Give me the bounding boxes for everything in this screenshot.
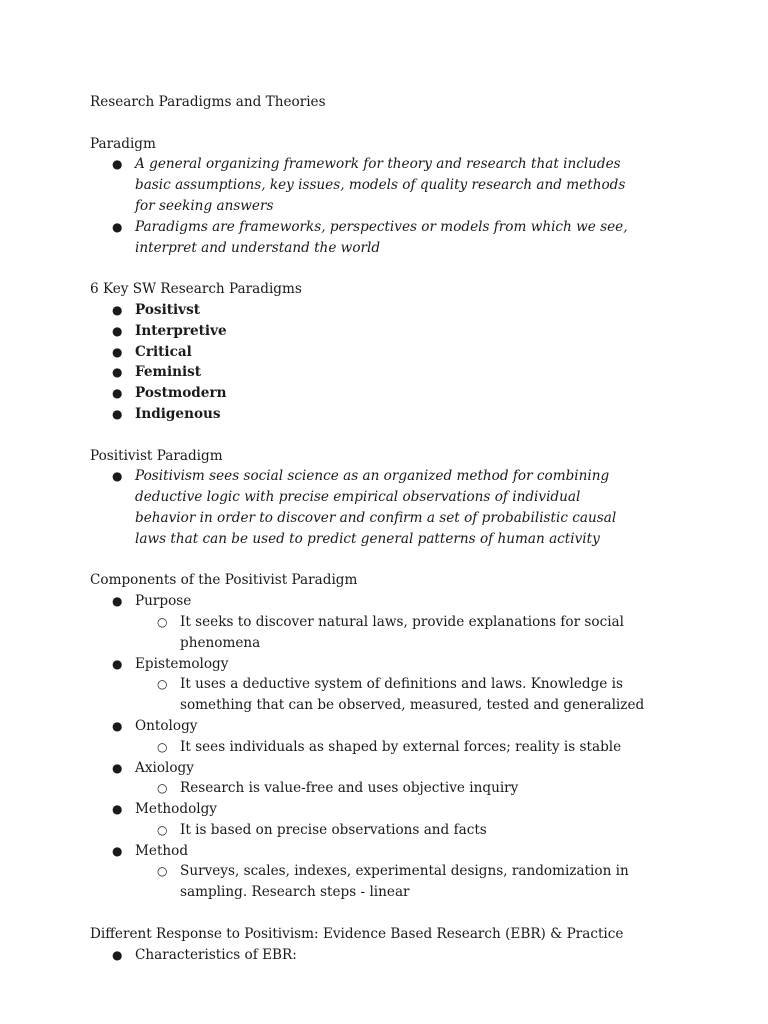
sub-list <box>135 778 690 799</box>
sub-list-item: ○ It uses a deductive system of definitions and laws. Knowledge is something that can be observed, measured, tested and generalized <box>135 674 690 716</box>
key-paradigms-list <box>90 300 690 425</box>
list-item <box>90 758 690 800</box>
list-item: ● Indigenous <box>90 404 690 425</box>
list-item <box>90 591 690 653</box>
section-heading-positivist: Positivist Paradigm <box>90 447 223 464</box>
list-item <box>90 799 690 841</box>
section-heading-paradigm: Paradigm <box>90 135 156 152</box>
sub-list <box>135 737 690 758</box>
component-label: Method <box>135 842 189 859</box>
list-item: ● A general organizing framework for theory and research that includes basic assumptions, key issues, models of quality research and methods for seeking answers <box>90 154 630 216</box>
component-label: Epistemology <box>135 655 229 672</box>
list-item <box>90 654 690 716</box>
list-item: ● Feminist <box>90 362 690 383</box>
components-list <box>90 591 690 903</box>
paradigm-definition-list <box>90 154 630 258</box>
positivist-definition-list <box>90 466 630 549</box>
document-title: Research Paradigms and Theories <box>90 94 326 110</box>
sub-list <box>135 674 690 716</box>
section-heading-key-paradigms: 6 Key SW Research Paradigms <box>90 281 302 298</box>
list-item: ● Postmodern <box>90 383 690 404</box>
section-heading-ebr: Different Response to Positivism: Evidence Based Research (EBR) & Practice <box>90 925 624 942</box>
sub-list-item: ○ It sees individuals as shaped by external forces; reality is stable <box>135 737 690 758</box>
sub-list <box>135 820 690 841</box>
sub-list-item: ○ Surveys, scales, indexes, experimental designs, randomization in sampling. Research steps - linear <box>135 861 690 903</box>
list-item: ● Characteristics of EBR: <box>90 945 690 966</box>
sub-list-item: ○ It seeks to discover natural laws, provide explanations for social phenomena <box>135 612 690 654</box>
document-body <box>90 92 690 965</box>
list-item: ● Positivism sees social science as an organized method for combining deductive logic with precise empirical observations of individual behavior in order to discover and confirm a set of probabilistic causal laws that can be used to predict general patterns of human activity <box>90 466 630 549</box>
list-item <box>90 841 690 903</box>
list-item: ● Positivst <box>90 300 690 321</box>
component-label: Axiology <box>135 759 194 776</box>
sub-list-item: ○ Research is value-free and uses objective inquiry <box>135 778 690 799</box>
component-label: Methodolgy <box>135 801 217 818</box>
list-item: ● Critical <box>90 342 690 363</box>
component-label: Ontology <box>135 717 198 734</box>
sub-list <box>135 861 690 903</box>
sub-list <box>135 612 690 654</box>
section-heading-components: Components of the Positivist Paradigm <box>90 572 358 589</box>
component-label: Purpose <box>135 593 192 610</box>
list-item: ● Paradigms are frameworks, perspectives or models from which we see, interpret and understand the world <box>90 217 630 259</box>
list-item <box>90 716 690 758</box>
ebr-list <box>90 945 690 966</box>
sub-list-item: ○ It is based on precise observations and facts <box>135 820 690 841</box>
list-item: ● Interpretive <box>90 321 690 342</box>
